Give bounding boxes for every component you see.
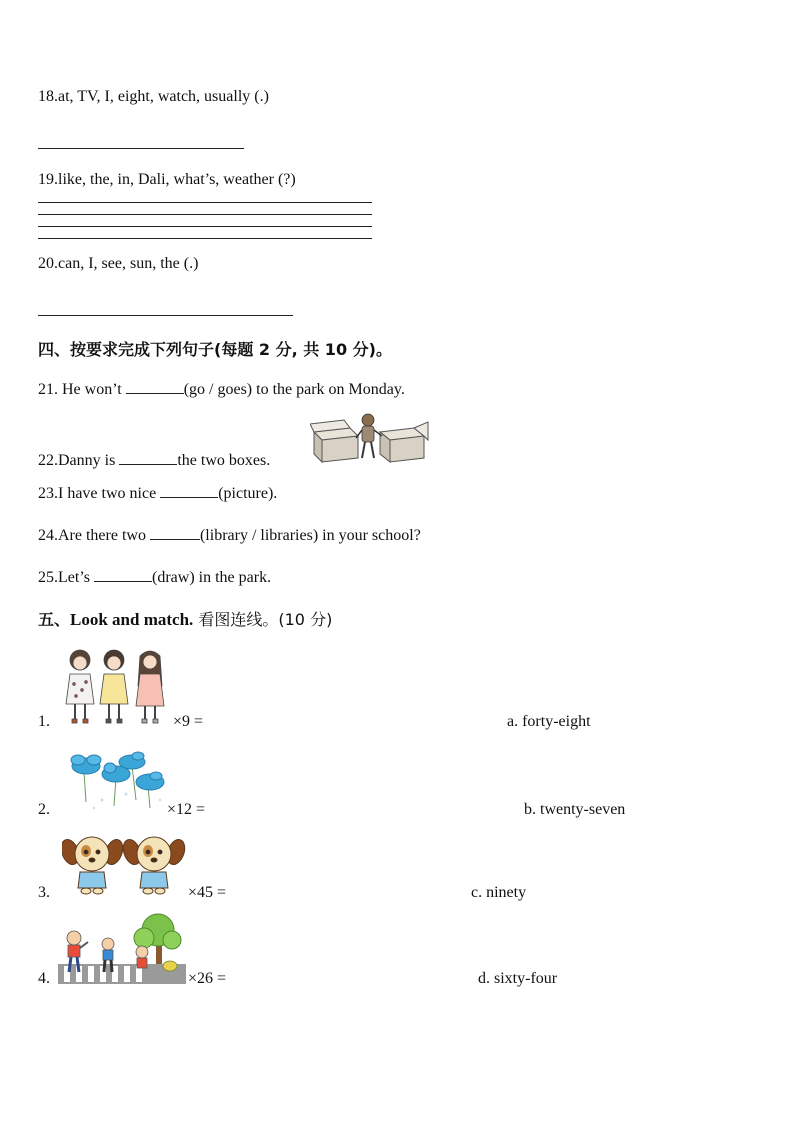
blank-24[interactable] — [150, 525, 200, 540]
match-expr-3: ×45 = — [188, 884, 227, 901]
question-21 — [38, 379, 405, 399]
boxes-picture — [310, 410, 430, 464]
question-19: 19.like, the, in, Dali, what’s, weather (?) — [38, 171, 296, 188]
question-22-post: the two boxes. — [177, 452, 271, 469]
match-number-4: 4. — [38, 970, 50, 987]
match-number-3: 3. — [38, 884, 50, 901]
blank-23[interactable] — [160, 483, 218, 498]
match-expr-1: ×9 = — [173, 713, 204, 730]
question-23-pre: 23.I have two nice — [38, 485, 161, 502]
answer-line-19b[interactable] — [38, 214, 372, 215]
match-answer-c[interactable]: c. ninety — [471, 884, 527, 901]
question-25-post: (draw) in the park. — [152, 569, 272, 586]
question-23-post: (picture). — [218, 485, 278, 502]
match-number-2: 2. — [38, 801, 50, 818]
section-5-heading-en: Look and match. — [70, 610, 194, 629]
match-expr-2: ×12 = — [167, 801, 206, 818]
question-21-pre: 21. He won’t — [38, 381, 126, 398]
answer-line-19d[interactable] — [38, 238, 372, 239]
match-expr-4: ×26 = — [188, 970, 227, 987]
blank-22[interactable] — [119, 450, 177, 465]
section-5-heading-prefix: 五、 — [38, 610, 71, 629]
section-5-heading — [38, 607, 332, 630]
kids-crossing-picture — [58, 912, 186, 988]
answer-line-19c[interactable] — [38, 226, 372, 227]
answer-line-18[interactable] — [38, 148, 244, 149]
answer-line-20[interactable] — [38, 315, 293, 316]
section-4-heading: 四、按要求完成下列句子(每题 2 分, 共 10 分)。 — [38, 340, 392, 359]
blank-25[interactable] — [94, 567, 152, 582]
question-20: 20.can, I, see, sun, the (.) — [38, 255, 199, 272]
question-18: 18.at, TV, I, eight, watch, usually (.) — [38, 88, 269, 105]
question-25 — [38, 567, 271, 587]
question-21-post: (go / goes) to the park on Monday. — [183, 381, 405, 398]
two-puppies-picture — [62, 834, 186, 896]
match-answer-d[interactable]: d. sixty-four — [478, 970, 558, 987]
match-answer-a[interactable]: a. forty-eight — [507, 713, 591, 730]
question-24-pre: 24.Are there two — [38, 527, 150, 544]
question-22 — [38, 450, 270, 470]
three-girls-picture — [62, 646, 172, 728]
section-5-heading-cn: 看图连线。(10 分) — [193, 610, 333, 629]
question-24 — [38, 525, 421, 545]
blank-21[interactable] — [126, 379, 184, 394]
match-answer-b[interactable]: b. twenty-seven — [524, 801, 626, 818]
blue-flowers-picture — [66, 750, 168, 812]
question-25-pre: 25.Let’s — [38, 569, 94, 586]
question-23 — [38, 483, 277, 503]
question-22-pre: 22.Danny is — [38, 452, 120, 469]
match-number-1: 1. — [38, 713, 50, 730]
question-24-post: (library / libraries) in your school? — [199, 527, 421, 544]
answer-line-19a[interactable] — [38, 202, 372, 203]
